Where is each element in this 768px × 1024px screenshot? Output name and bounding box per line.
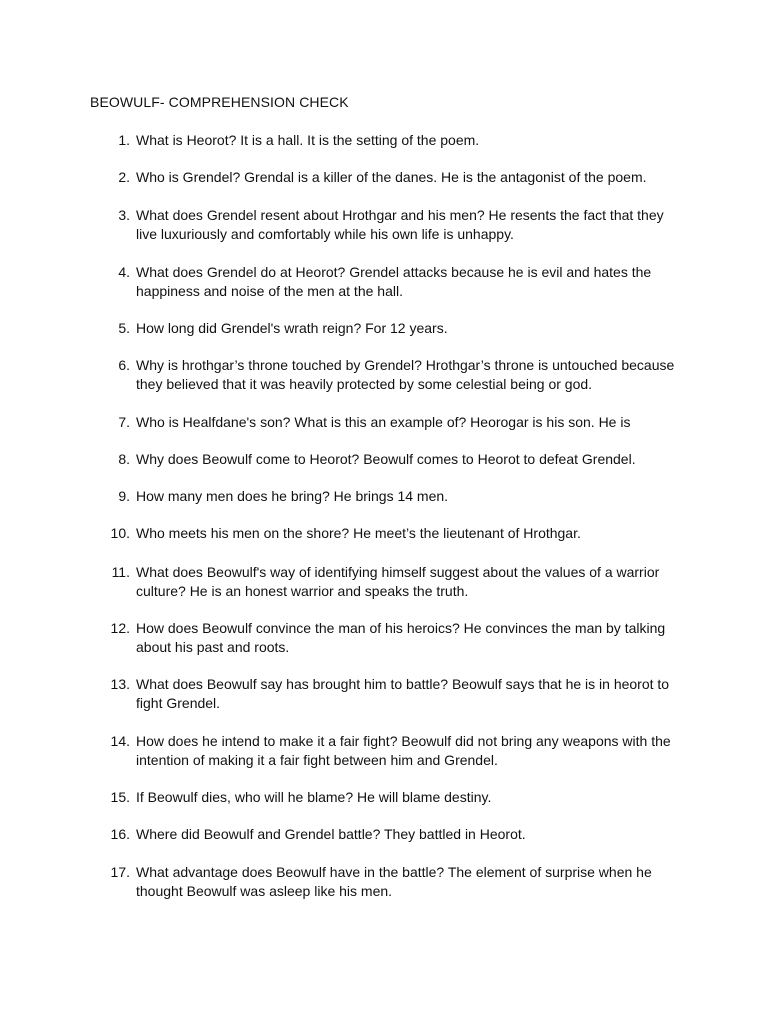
question-number: 9. bbox=[118, 488, 130, 504]
question-number: 10. bbox=[110, 525, 130, 541]
question-text: Who is Healfdane's son? What is this an example of? Heorogar is his son. He is bbox=[136, 414, 631, 430]
question-text: What advantage does Beowulf have in the battle? The element of surprise when he thought Beowulf was asleep like his men. bbox=[136, 864, 652, 899]
question-number: 16. bbox=[110, 826, 130, 842]
question-text: What does Beowulf's way of identifying himself suggest about the values of a warrior culture? He is an honest warrior and speaks the truth. bbox=[136, 564, 660, 599]
question-text: If Beowulf dies, who will he blame? He will blame destiny. bbox=[136, 789, 492, 805]
question-number: 3. bbox=[118, 207, 130, 223]
question-text: Why is hrothgar’s throne touched by Grendel? Hrothgar’s throne is untouched because they believed that it was heavily protected by some celestial being or god. bbox=[136, 357, 675, 392]
question-number: 4. bbox=[118, 264, 130, 280]
question-text: Why does Beowulf come to Heorot? Beowulf comes to Heorot to defeat Grendel. bbox=[136, 451, 636, 467]
question-number: 5. bbox=[118, 320, 130, 336]
question-number: 17. bbox=[110, 864, 130, 880]
question-number: 14. bbox=[110, 733, 130, 749]
question-number: 12. bbox=[110, 620, 130, 636]
question-text: How long did Grendel's wrath reign? For 12 years. bbox=[136, 320, 448, 336]
question-text: What does Beowulf say has brought him to battle? Beowulf says that he is in heorot to fight Grendel. bbox=[136, 676, 670, 711]
question-number: 11. bbox=[111, 564, 130, 580]
question-number: 2. bbox=[118, 169, 130, 185]
question-number: 1. bbox=[118, 132, 130, 148]
question-text: How many men does he bring? He brings 14 men. bbox=[136, 488, 449, 504]
question-text: How does he intend to make it a fair fight? Beowulf did not bring any weapons with the intention of making it a fair fight between him and Grendel. bbox=[136, 733, 671, 768]
question-number: 6. bbox=[118, 357, 130, 373]
question-text: Who is Grendel? Grendal is a killer of the danes. He is the antagonist of the poem. bbox=[136, 169, 647, 185]
document-title: BEOWULF- COMPREHENSION CHECK bbox=[90, 94, 349, 110]
question-text: What does Grendel resent about Hrothgar and his men? He resents the fact that they live luxuriously and comfortably while his own life is unhappy. bbox=[136, 207, 664, 242]
question-text: What does Grendel do at Heorot? Grendel attacks because he is evil and hates the happiness and noise of the men at the hall. bbox=[136, 264, 652, 299]
question-number: 15. bbox=[110, 789, 130, 805]
question-text: How does Beowulf convince the man of his heroics? He convinces the man by talking about his past and roots. bbox=[136, 620, 666, 655]
question-number: 13. bbox=[110, 676, 130, 692]
question-number: 8. bbox=[118, 451, 130, 467]
question-text: Where did Beowulf and Grendel battle? They battled in Heorot. bbox=[136, 826, 526, 842]
question-text: Who meets his men on the shore? He meet’s the lieutenant of Hrothgar. bbox=[136, 525, 581, 541]
question-text: What is Heorot? It is a hall. It is the setting of the poem. bbox=[136, 132, 480, 148]
question-number: 7. bbox=[118, 414, 130, 430]
